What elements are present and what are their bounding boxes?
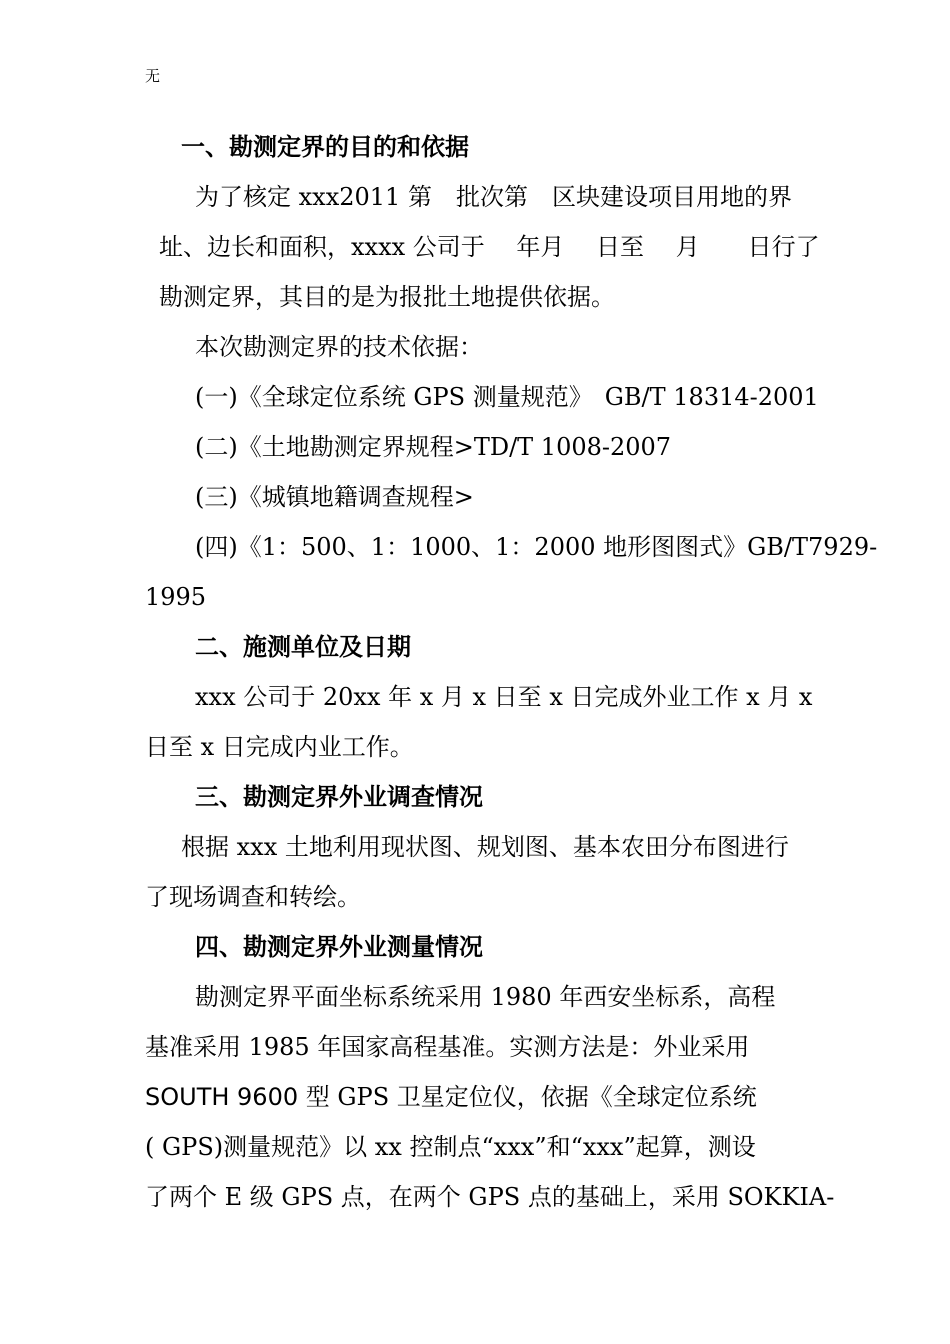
paragraph-line: 本次勘测定界的技术依据： bbox=[195, 333, 483, 361]
paragraph-line: 根据 xxx 土地利用现状图、规划图、基本农田分布图进行 bbox=[181, 833, 789, 861]
paragraph-line: xxx 公司于 20xx 年 x 月 x 日至 x 日完成外业工作 x 月 x bbox=[195, 683, 813, 711]
heading-1: 一、勘测定界的目的和依据 bbox=[181, 132, 469, 161]
paragraph-line bbox=[145, 1072, 815, 1122]
paragraph-line: 址、边长和面积，xxxx 公司于 年月 日至 月 日行了 bbox=[159, 233, 820, 261]
paragraph-line: 勘测定界，其目的是为报批土地提供依据。 bbox=[159, 283, 615, 311]
page-header: 无 bbox=[145, 67, 161, 85]
reference-item: (二)《土地勘测定界规程>TD/T 1008-2007 bbox=[195, 433, 672, 461]
paragraph-line: 基准采用 1985 年国家高程基准。实测方法是：外业采用 bbox=[145, 1033, 750, 1061]
reference-item: (三)《城镇地籍调查规程> bbox=[195, 483, 474, 511]
reference-item: (一)《全球定位系统 GPS 测量规范》 GB/T 18314-2001 bbox=[195, 383, 819, 411]
paragraph-line: ( GPS)测量规范》以 xx 控制点“xxx”和“xxx”起算，测设 bbox=[145, 1133, 756, 1161]
reference-item: (四)《1：500、1：1000、1：2000 地形图图式》GB/T7929- bbox=[195, 533, 878, 561]
heading-3: 三、勘测定界外业调查情况 bbox=[195, 782, 483, 811]
paragraph-line: 勘测定界平面坐标系统采用 1980 年西安坐标系，高程 bbox=[195, 983, 776, 1011]
heading-2: 二、施测单位及日期 bbox=[195, 632, 411, 661]
instrument-name: SOUTH 9600 bbox=[145, 1083, 299, 1111]
paragraph-line: 了现场调查和转绘。 bbox=[145, 883, 361, 911]
paragraph-line-text: 型 GPS 卫星定位仪，依据《全球定位系统 bbox=[305, 1083, 757, 1111]
paragraph-line: 为了核定 xxx2011 第 批次第 区块建设项目用地的界 bbox=[195, 183, 792, 211]
heading-4: 四、勘测定界外业测量情况 bbox=[195, 932, 483, 961]
paragraph-line: 日至 x 日完成内业工作。 bbox=[145, 733, 414, 761]
paragraph-line: 了两个 E 级 GPS 点，在两个 GPS 点的基础上，采用 SOKKIA- bbox=[145, 1183, 835, 1211]
paragraph-line: 1995 bbox=[145, 583, 207, 611]
document-body bbox=[145, 122, 878, 1222]
